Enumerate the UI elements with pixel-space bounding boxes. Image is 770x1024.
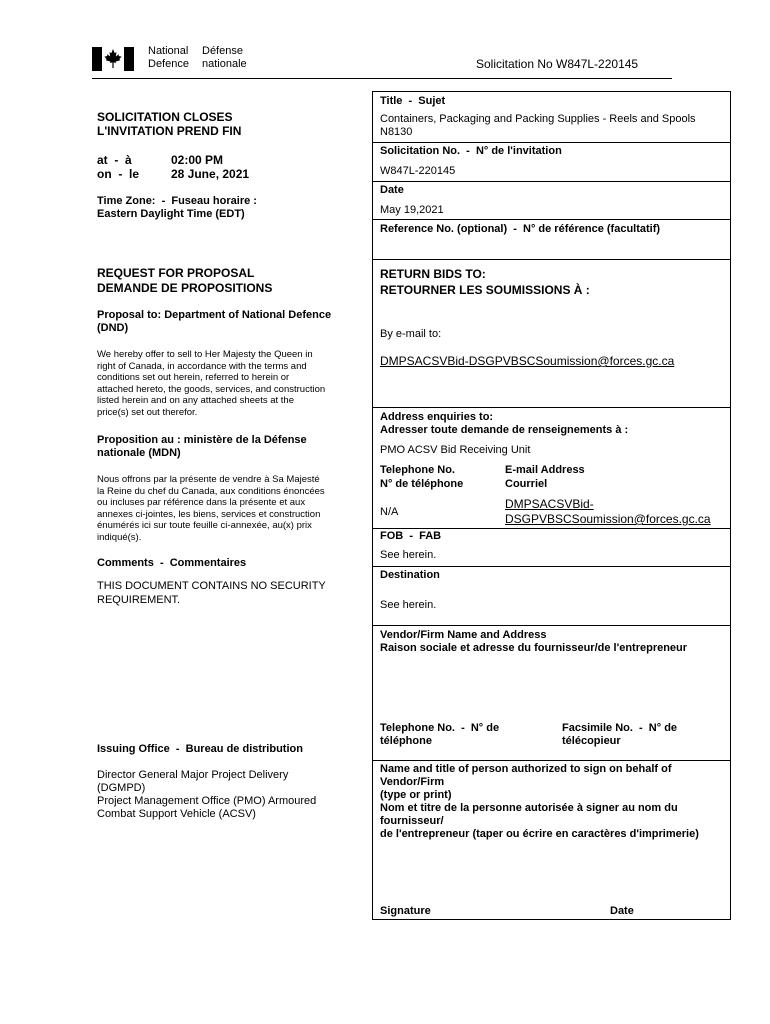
fob-label: FOB - FAB	[380, 530, 442, 542]
bid-email-link[interactable]: DMPSACSVBid-DSGPVBSCSoumission@forces.gc.ca	[380, 354, 675, 368]
closes-en: SOLICITATION CLOSES	[97, 110, 233, 124]
enquiry-email-link-2[interactable]: DSGPVBSCSoumission@forces.gc.ca	[505, 512, 711, 526]
timezone-value: Eastern Daylight Time (EDT)	[97, 208, 245, 220]
refno-label: Reference No. (optional) - N° de référence (facultatif)	[380, 223, 661, 235]
by-email-label: By e-mail to:	[380, 328, 442, 340]
vendor-label-2: Raison sociale et adresse du fournisseur/de l'entrepreneur	[380, 642, 688, 654]
at-label: at - à	[97, 153, 132, 167]
email-address-label-2: Courriel	[505, 478, 548, 490]
proposal-to-2: (DND)	[97, 322, 129, 334]
facsimile-label-2: télécopieur	[562, 735, 621, 747]
divider-return	[372, 407, 730, 408]
offer-en: We hereby offer to sell to Her Majesty the Queen in right of Canada, in accordance with the terms and conditions set out herein, referred to herein or attached hereto, the goods, services, and construction listed herein and on any attached sheets at the price(s) set out therefor.	[97, 349, 326, 418]
signature-date-label: Date	[610, 905, 634, 917]
destination-value: See herein.	[380, 599, 437, 611]
divider-enquiry	[372, 528, 730, 529]
email-address-label-1: E-mail Address	[505, 464, 585, 476]
enquiry-email-link-1[interactable]: DMPSACSVBid-	[505, 497, 594, 511]
vendor-telephone-label-2: téléphone	[380, 735, 432, 747]
comments-text-1: THIS DOCUMENT CONTAINS NO SECURITY	[97, 580, 326, 592]
proposition-2: nationale (MDN)	[97, 447, 181, 459]
divider-solno	[372, 181, 730, 182]
authorized-signer-label: Name and title of person authorized to sign on behalf of Vendor/Firm (type or print) Nom et titre de la personne autorisée à signer au nom du fournisseur/ de l'entrepreneur (taper ou écrire en caractères d'imprimerie)	[380, 763, 699, 840]
closing-time: 02:00 PM	[171, 153, 224, 167]
divider-dest	[372, 625, 730, 626]
divider-fob	[372, 566, 730, 567]
return-bids-fr: RETOURNER LES SOUMISSIONS À :	[380, 283, 590, 297]
canada-flag-logo	[92, 47, 134, 71]
rfp-fr: DEMANDE DE PROPOSITIONS	[97, 281, 273, 295]
signature-label: Signature	[380, 905, 431, 917]
org-name-en-2: Defence	[148, 58, 189, 70]
divider-ref	[372, 259, 730, 260]
on-label: on - le	[97, 167, 139, 181]
destination-label: Destination	[380, 569, 440, 581]
divider-vendor	[372, 760, 730, 761]
rfp-en: REQUEST FOR PROPOSAL	[97, 266, 255, 280]
closes-fr: L'INVITATION PREND FIN	[97, 124, 242, 138]
offer-fr: Nous offrons par la présente de vendre à Sa Majesté la Reine du chef du Canada, aux conditions énoncées ou incluses par référence dans la présente et aux annexes ci-jointes, les biens, services et construction énumérés ici sur toute feuille ci-annexée, au(x) prix indiqué(s).	[97, 474, 325, 543]
solicitation-reference: Solicitation No W847L-220145	[476, 57, 639, 71]
title-label: Title - Sujet	[380, 95, 446, 107]
header-divider	[92, 78, 672, 79]
enquiries-unit: PMO ACSV Bid Receiving Unit	[380, 444, 531, 456]
divider-date	[372, 219, 730, 220]
timezone-label: Time Zone: - Fuseau horaire :	[97, 195, 257, 207]
return-bids-en: RETURN BIDS TO:	[380, 267, 486, 281]
title-value-2: N8130	[380, 126, 413, 138]
vendor-telephone-label-1: Telephone No. - N° de	[380, 722, 500, 734]
telephone-label-1: Telephone No.	[380, 464, 455, 476]
comments-text-2: REQUIREMENT.	[97, 594, 181, 606]
issuing-office-label: Issuing Office - Bureau de distribution	[97, 743, 303, 755]
enquiries-fr: Adresser toute demande de renseignements à :	[380, 424, 629, 436]
title-value-1: Containers, Packaging and Packing Supplies - Reels and Spools	[380, 113, 696, 125]
date-value: May 19,2021	[380, 204, 444, 216]
maple-leaf-icon	[103, 48, 123, 70]
comments-label: Comments - Commentaires	[97, 557, 247, 569]
solno-label: Solicitation No. - N° de l'invitation	[380, 145, 562, 157]
org-name-en-1: National	[148, 45, 189, 57]
org-name-fr-2: nationale	[202, 58, 247, 70]
closing-date: 28 June, 2021	[171, 167, 250, 181]
telephone-label-2: N° de téléphone	[380, 478, 464, 490]
org-name-fr-1: Défense	[202, 45, 243, 57]
telephone-value: N/A	[380, 506, 399, 518]
issuing-office-lines: Director General Major Project Delivery (DGMPD) Project Management Office (PMO) Armoured Combat Support Vehicle (ACSV)	[97, 769, 317, 820]
vendor-label-1: Vendor/Firm Name and Address	[380, 629, 547, 641]
enquiries-en: Address enquiries to:	[380, 411, 494, 423]
divider-title	[372, 142, 730, 143]
fob-value: See herein.	[380, 549, 437, 561]
proposal-to-1: Proposal to: Department of National Defence	[97, 309, 332, 321]
facsimile-label-1: Facsimile No. - N° de	[562, 722, 678, 734]
proposition-1: Proposition au : ministère de la Défense	[97, 434, 307, 446]
date-label: Date	[380, 184, 404, 196]
solno-value: W847L-220145	[380, 165, 456, 177]
